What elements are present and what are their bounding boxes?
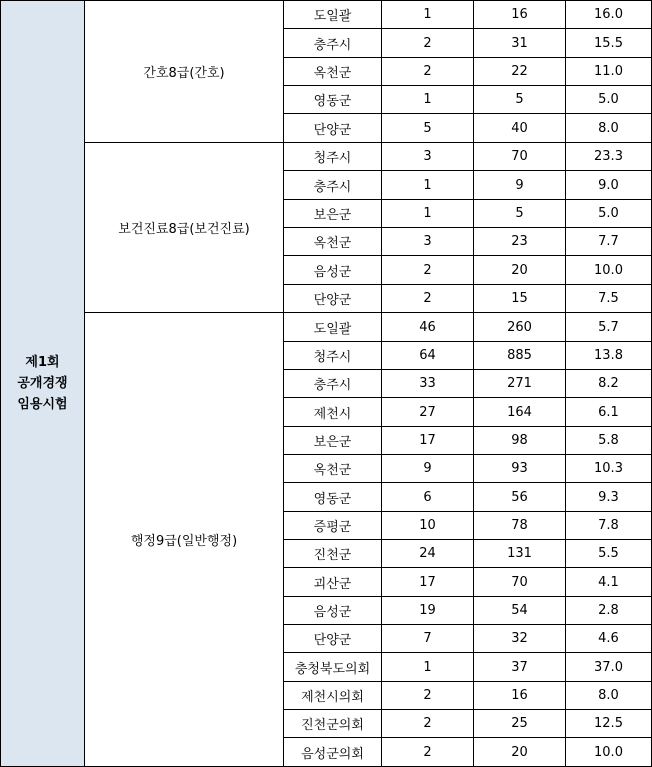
ratio-cell: 10.0 bbox=[566, 256, 652, 285]
posts-cell: 2 bbox=[382, 58, 474, 86]
ratio-cell: 37.0 bbox=[566, 653, 652, 682]
table-row bbox=[1, 313, 652, 342]
ratio-cell: 10.3 bbox=[566, 455, 652, 483]
posts-cell: 3 bbox=[382, 228, 474, 256]
ratio-cell: 23.3 bbox=[566, 143, 652, 171]
exam-type-line: 공개경쟁 bbox=[17, 376, 68, 391]
organization-cell: 옥천군 bbox=[284, 455, 382, 483]
posts-cell: 10 bbox=[382, 512, 474, 540]
organization-cell: 도일괄 bbox=[284, 1, 382, 29]
job-rank-cell: 행정9급(일반행정) bbox=[85, 313, 284, 767]
applicants-cell: 23 bbox=[474, 228, 566, 256]
applicants-cell: 70 bbox=[474, 143, 566, 171]
posts-cell: 2 bbox=[382, 710, 474, 738]
applicants-cell: 70 bbox=[474, 568, 566, 597]
ratio-cell: 7.5 bbox=[566, 285, 652, 313]
ratio-cell: 4.1 bbox=[566, 568, 652, 597]
posts-cell: 19 bbox=[382, 597, 474, 625]
organization-cell: 충주시 bbox=[284, 29, 382, 58]
ratio-cell: 5.7 bbox=[566, 313, 652, 342]
ratio-cell: 7.8 bbox=[566, 512, 652, 540]
organization-cell: 영동군 bbox=[284, 86, 382, 114]
posts-cell: 6 bbox=[382, 483, 474, 512]
organization-cell: 음성군 bbox=[284, 597, 382, 625]
exam-type-line: 제1회 bbox=[25, 355, 60, 370]
posts-cell: 1 bbox=[382, 86, 474, 114]
organization-cell: 영동군 bbox=[284, 483, 382, 512]
organization-cell: 충청북도의회 bbox=[284, 653, 382, 682]
table-body bbox=[1, 1, 652, 767]
posts-cell: 17 bbox=[382, 427, 474, 455]
job-rank-cell: 보건진료8급(보건진료) bbox=[85, 143, 284, 313]
ratio-cell: 11.0 bbox=[566, 58, 652, 86]
ratio-cell: 8.0 bbox=[566, 114, 652, 143]
posts-cell: 1 bbox=[382, 171, 474, 200]
ratio-cell: 7.7 bbox=[566, 228, 652, 256]
applicants-cell: 20 bbox=[474, 738, 566, 767]
ratio-cell: 12.5 bbox=[566, 710, 652, 738]
posts-cell: 7 bbox=[382, 625, 474, 653]
applicants-cell: 5 bbox=[474, 86, 566, 114]
organization-cell: 음성군의회 bbox=[284, 738, 382, 767]
ratio-cell: 5.0 bbox=[566, 200, 652, 228]
ratio-cell: 9.0 bbox=[566, 171, 652, 200]
ratio-cell: 4.6 bbox=[566, 625, 652, 653]
applicants-cell: 93 bbox=[474, 455, 566, 483]
organization-cell: 옥천군 bbox=[284, 228, 382, 256]
applicants-cell: 98 bbox=[474, 427, 566, 455]
organization-cell: 제천시의회 bbox=[284, 682, 382, 710]
organization-cell: 진천군 bbox=[284, 540, 382, 568]
table-row bbox=[1, 1, 652, 29]
posts-cell: 2 bbox=[382, 738, 474, 767]
applicants-cell: 37 bbox=[474, 653, 566, 682]
applicants-cell: 40 bbox=[474, 114, 566, 143]
ratio-cell: 8.2 bbox=[566, 370, 652, 398]
organization-cell: 증평군 bbox=[284, 512, 382, 540]
applicants-cell: 271 bbox=[474, 370, 566, 398]
posts-cell: 5 bbox=[382, 114, 474, 143]
applicants-cell: 22 bbox=[474, 58, 566, 86]
exam-type-line: 임용시험 bbox=[17, 397, 68, 412]
ratio-cell: 10.0 bbox=[566, 738, 652, 767]
posts-cell: 46 bbox=[382, 313, 474, 342]
posts-cell: 27 bbox=[382, 398, 474, 427]
organization-cell: 음성군 bbox=[284, 256, 382, 285]
applicants-cell: 32 bbox=[474, 625, 566, 653]
posts-cell: 3 bbox=[382, 143, 474, 171]
ratio-cell: 5.5 bbox=[566, 540, 652, 568]
posts-cell: 1 bbox=[382, 653, 474, 682]
ratio-cell: 5.8 bbox=[566, 427, 652, 455]
applicants-cell: 131 bbox=[474, 540, 566, 568]
applicants-cell: 56 bbox=[474, 483, 566, 512]
applicants-cell: 164 bbox=[474, 398, 566, 427]
applicants-cell: 31 bbox=[474, 29, 566, 58]
applicants-cell: 16 bbox=[474, 1, 566, 29]
organization-cell: 단양군 bbox=[284, 285, 382, 313]
applicants-cell: 15 bbox=[474, 285, 566, 313]
posts-cell: 1 bbox=[382, 200, 474, 228]
organization-cell: 도일괄 bbox=[284, 313, 382, 342]
ratio-cell: 5.0 bbox=[566, 86, 652, 114]
posts-cell: 1 bbox=[382, 1, 474, 29]
ratio-cell: 6.1 bbox=[566, 398, 652, 427]
ratio-cell: 8.0 bbox=[566, 682, 652, 710]
organization-cell: 청주시 bbox=[284, 143, 382, 171]
applicants-cell: 78 bbox=[474, 512, 566, 540]
exam-type-cell bbox=[1, 1, 85, 767]
organization-cell: 옥천군 bbox=[284, 58, 382, 86]
applicants-cell: 25 bbox=[474, 710, 566, 738]
organization-cell: 청주시 bbox=[284, 342, 382, 370]
applicants-cell: 9 bbox=[474, 171, 566, 200]
ratio-cell: 13.8 bbox=[566, 342, 652, 370]
ratio-cell: 16.0 bbox=[566, 1, 652, 29]
posts-cell: 2 bbox=[382, 682, 474, 710]
posts-cell: 17 bbox=[382, 568, 474, 597]
posts-cell: 9 bbox=[382, 455, 474, 483]
ratio-cell: 2.8 bbox=[566, 597, 652, 625]
ratio-cell: 9.3 bbox=[566, 483, 652, 512]
applicants-cell: 885 bbox=[474, 342, 566, 370]
posts-cell: 2 bbox=[382, 285, 474, 313]
posts-cell: 2 bbox=[382, 29, 474, 58]
applicants-cell: 5 bbox=[474, 200, 566, 228]
job-rank-cell: 간호8급(간호) bbox=[85, 1, 284, 143]
organization-cell: 괴산군 bbox=[284, 568, 382, 597]
applicants-cell: 54 bbox=[474, 597, 566, 625]
organization-cell: 충주시 bbox=[284, 171, 382, 200]
applicants-cell: 16 bbox=[474, 682, 566, 710]
table-row bbox=[1, 143, 652, 171]
organization-cell: 단양군 bbox=[284, 625, 382, 653]
applicants-cell: 260 bbox=[474, 313, 566, 342]
organization-cell: 충주시 bbox=[284, 370, 382, 398]
posts-cell: 33 bbox=[382, 370, 474, 398]
posts-cell: 2 bbox=[382, 256, 474, 285]
applicants-cell: 20 bbox=[474, 256, 566, 285]
ratio-cell: 15.5 bbox=[566, 29, 652, 58]
posts-cell: 24 bbox=[382, 540, 474, 568]
organization-cell: 보은군 bbox=[284, 200, 382, 228]
organization-cell: 단양군 bbox=[284, 114, 382, 143]
posts-cell: 64 bbox=[382, 342, 474, 370]
organization-cell: 제천시 bbox=[284, 398, 382, 427]
organization-cell: 보은군 bbox=[284, 427, 382, 455]
organization-cell: 진천군의회 bbox=[284, 710, 382, 738]
